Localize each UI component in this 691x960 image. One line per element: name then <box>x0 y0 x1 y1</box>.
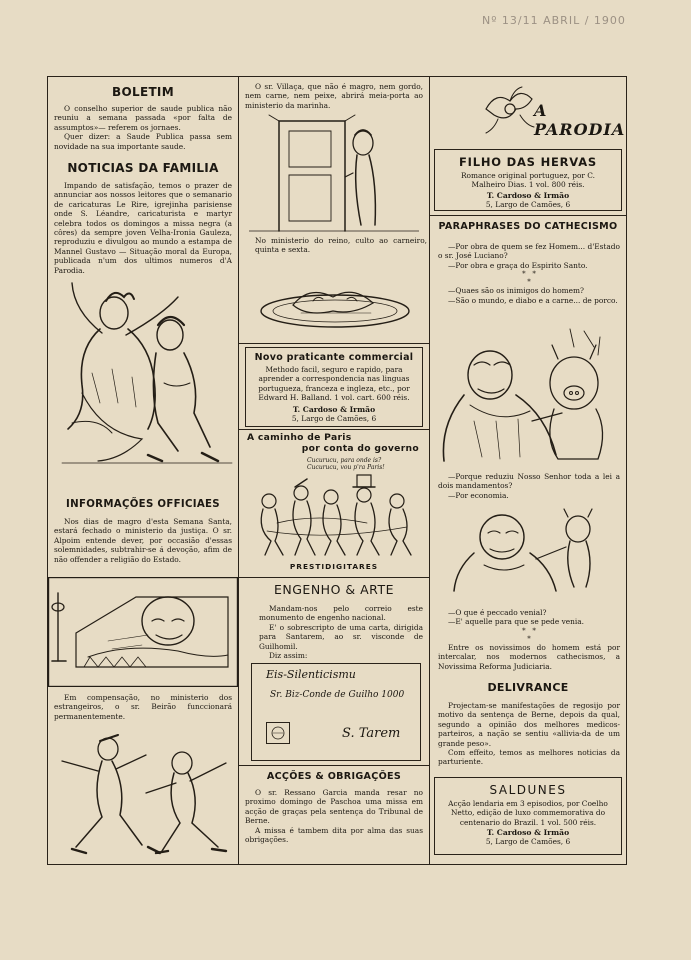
envelope-line3: S. Tarem <box>342 726 401 741</box>
reino-paragraph: No ministerio do reino, culto ao carneiro, quinta e sexta. <box>255 236 427 255</box>
delivrance-paragraph: Projectam-se manifestações de regosijo por motivo da sentença de Berne, depois da qual, segundo a opinião dos melhores medicos-parteiros, a nação se sentiu «allivia-da de um grande peso». <box>438 701 620 748</box>
bishop-pig-illustration <box>434 325 622 463</box>
saldunes-description: Acção lendaria em 3 episodios, por Coelho Netto, edição de luxo commemorativa do centenario do Brazil. 1 vol. 500 réis. <box>448 799 608 827</box>
informacoes-paragraph: Nos dias de magro d'esta Semana Santa, estará fechado o ministerio da justiça. O sr. Alpoim entende dever, por occasião d'essas solemnidades, subtrahir-se á devoção, afim de não offender a religião do Estado. <box>54 517 232 564</box>
shrinking-cleric-illustration <box>440 507 620 593</box>
envelope-line1: Eis-Silenticismu <box>266 668 356 681</box>
door-minister-illustration <box>249 113 419 233</box>
praticante-advert <box>245 347 423 427</box>
cathecismo-line: —Por obra de quem se fez Homem... d'Estado o sr. José Luciano? <box>438 242 620 261</box>
villaca-paragraph: O sr. Villaça, que não é magro, nem gordo, nem carne, nem peixe, abrirá meia-porta ao ministerio da marinha. <box>245 82 423 110</box>
column-center <box>239 77 430 864</box>
compensacao-paragraph: Em compensação, no ministerio dos estrangeiros, o sr. Beirão funccionará permanentemente. <box>54 693 232 721</box>
paris-banner: PRESTIDIGITARES <box>289 562 379 571</box>
cathecismo-line: —São o mundo, e diabo e a carne... de porco. <box>448 295 618 305</box>
paris-caption-question: Cucurucu, para onde is? <box>307 457 382 464</box>
noticias-paragraph: Impando de satisfação, temos o prazer de annunciar aos nossos leitores que o semanario de caricaturas Le Rire, igrejinha parisiense onde S. Léandre, caricaturista e martyr celebra todos os domingos a missa negra (a côres) da sempre joven Velha-Ironia Gauleza, reproduziu e divulgou ao mundo a estampa de Mannel Gustavo — Situação moral da Europa, publicada n'um dos ultimos numeros d'A Parodia. <box>54 181 232 275</box>
engenho-paragraph: E' o sobrescripto de uma carta, dirigida para Santarem, ao sr. visconde de Guilhomil. <box>259 622 423 651</box>
asterism-divider: * * * <box>522 626 536 643</box>
paris-heading-line2: por conta do governo <box>301 443 419 454</box>
engenho-heading: ENGENHO & ARTE <box>274 582 394 597</box>
cathecismo-line: —Quaes são os inimigos do homem? <box>448 286 584 296</box>
accoes-body <box>245 788 423 844</box>
paris-caption <box>307 457 385 471</box>
engenho-paragraph: Mandam-nos pelo correio este monumento de engenho nacional. <box>259 604 423 623</box>
filho-publisher: T. Cardoso & Irmão <box>486 190 570 200</box>
boletim-paragraph: O conselho superior de saude publica não reuniu a semana passada «por falta de assumptos»— referem os jornaes. <box>54 104 232 132</box>
filho-advert <box>434 149 622 211</box>
cathecismo-line: —Por obra e graça do Espirito Santo. <box>448 260 588 270</box>
boletim-paragraph: Quer dizer: a Saude Publica passa sem novidade na sua importante saude. <box>54 132 232 151</box>
newspaper-page <box>47 76 627 865</box>
delivrance-heading: DELIVRANCE <box>487 681 569 694</box>
cathecismo-line: —Porque reduziu Nosso Senhor toda a lei a dois mandamentos? <box>438 472 620 491</box>
envelope-facsimile <box>251 663 421 761</box>
accoes-paragraph: A missa é tambem dita por alma das suas obrigações. <box>245 825 423 845</box>
dancing-couple-illustration <box>52 273 234 473</box>
cathecismo-line: —E' aquelle para que se pede venia. <box>448 617 585 627</box>
boletim-heading: BOLETIM <box>112 85 174 99</box>
sleeping-minister-illustration <box>48 577 238 687</box>
filho-heading: FILHO DAS HERVAS <box>458 155 598 169</box>
noticias-body <box>54 181 232 275</box>
informacoes-heading: INFORMAÇÕES OFFICIAES <box>66 499 220 510</box>
postage-stamp-icon <box>266 722 290 744</box>
cathecismo-block-1 <box>438 242 620 305</box>
saldunes-publisher: T. Cardoso & Irmão <box>486 828 570 838</box>
cathecismo-block-2 <box>438 472 620 500</box>
paris-caption-answer: Cucurucu, vou p'ra Paris! <box>307 464 385 471</box>
praticante-address: 5, Largo de Camões, 6 <box>291 413 377 423</box>
engenho-paragraph: Diz assim: <box>269 651 308 661</box>
reino-body <box>255 236 427 255</box>
asterism-divider: * * * <box>522 270 536 287</box>
praticante-description: Methodo facil, seguro e rapido, para aprender a correspondencia nas linguas portugueza, franceza e ingleza, etc., por Edward H. Balland. 1 vol. cart. 600 réis. <box>258 365 410 403</box>
column-left <box>48 77 239 864</box>
villaca-body <box>245 82 423 110</box>
filho-address: 5, Largo de Camões, 6 <box>485 199 571 209</box>
accoes-heading: ACÇÕES & OBRIGAÇÕES <box>266 771 402 782</box>
compensacao-body <box>54 693 232 721</box>
praticante-heading: Novo praticante commercial <box>254 352 414 363</box>
cathecismo-line: Entre os novissimos do homem está por intercalar, nos modernos cathecismos, a Novissima Reforma Judiciaria. <box>438 642 620 671</box>
saldunes-heading: SALDUNES <box>489 783 567 797</box>
cathecismo-block-3 <box>438 608 620 671</box>
envelope-line2: Sr. Biz-Conde de Guilho 1000 <box>270 690 405 700</box>
procession-illustration <box>247 471 423 563</box>
delivrance-paragraph: Com effeito, temos as melhores noticias da parturiente. <box>438 748 620 767</box>
boletim-body <box>54 104 232 151</box>
cathecismo-line: —O que é peccado venial? <box>448 608 547 617</box>
filho-description: Romance original portuguez, por C. Malheiro Dias. 1 vol. 800 réis. <box>460 171 596 190</box>
saldunes-advert <box>434 777 622 855</box>
accoes-paragraph: O sr. Ressano Garcia manda resar no proximo domingo de Paschoa uma missa em acção de graças pela sentença do Tribunal de Berne. <box>245 788 423 826</box>
parodia-masthead-logo <box>480 79 626 141</box>
informacoes-body <box>54 517 232 564</box>
masthead-title: A PARODIA <box>534 101 626 139</box>
handwritten-archive-note: Nº 13/11 ABRIL / 1900 <box>482 14 626 27</box>
paris-heading-line1: A caminho de Paris <box>247 432 352 443</box>
cathecismo-heading: PARAPHRASES DO CATHECISMO <box>438 221 618 232</box>
column-right <box>430 77 626 864</box>
engenho-body <box>259 604 423 660</box>
saldunes-address: 5, Largo de Camões, 6 <box>485 837 571 847</box>
delivrance-body <box>438 701 620 767</box>
cathecismo-line: —Por economia. <box>448 490 509 500</box>
praticante-publisher: T. Cardoso & Irmão <box>292 404 376 414</box>
noticias-heading: NOTICIAS DA FAMILIA <box>67 161 219 175</box>
fleeing-figures-illustration <box>52 727 234 859</box>
lamb-dish-illustration <box>257 283 413 331</box>
